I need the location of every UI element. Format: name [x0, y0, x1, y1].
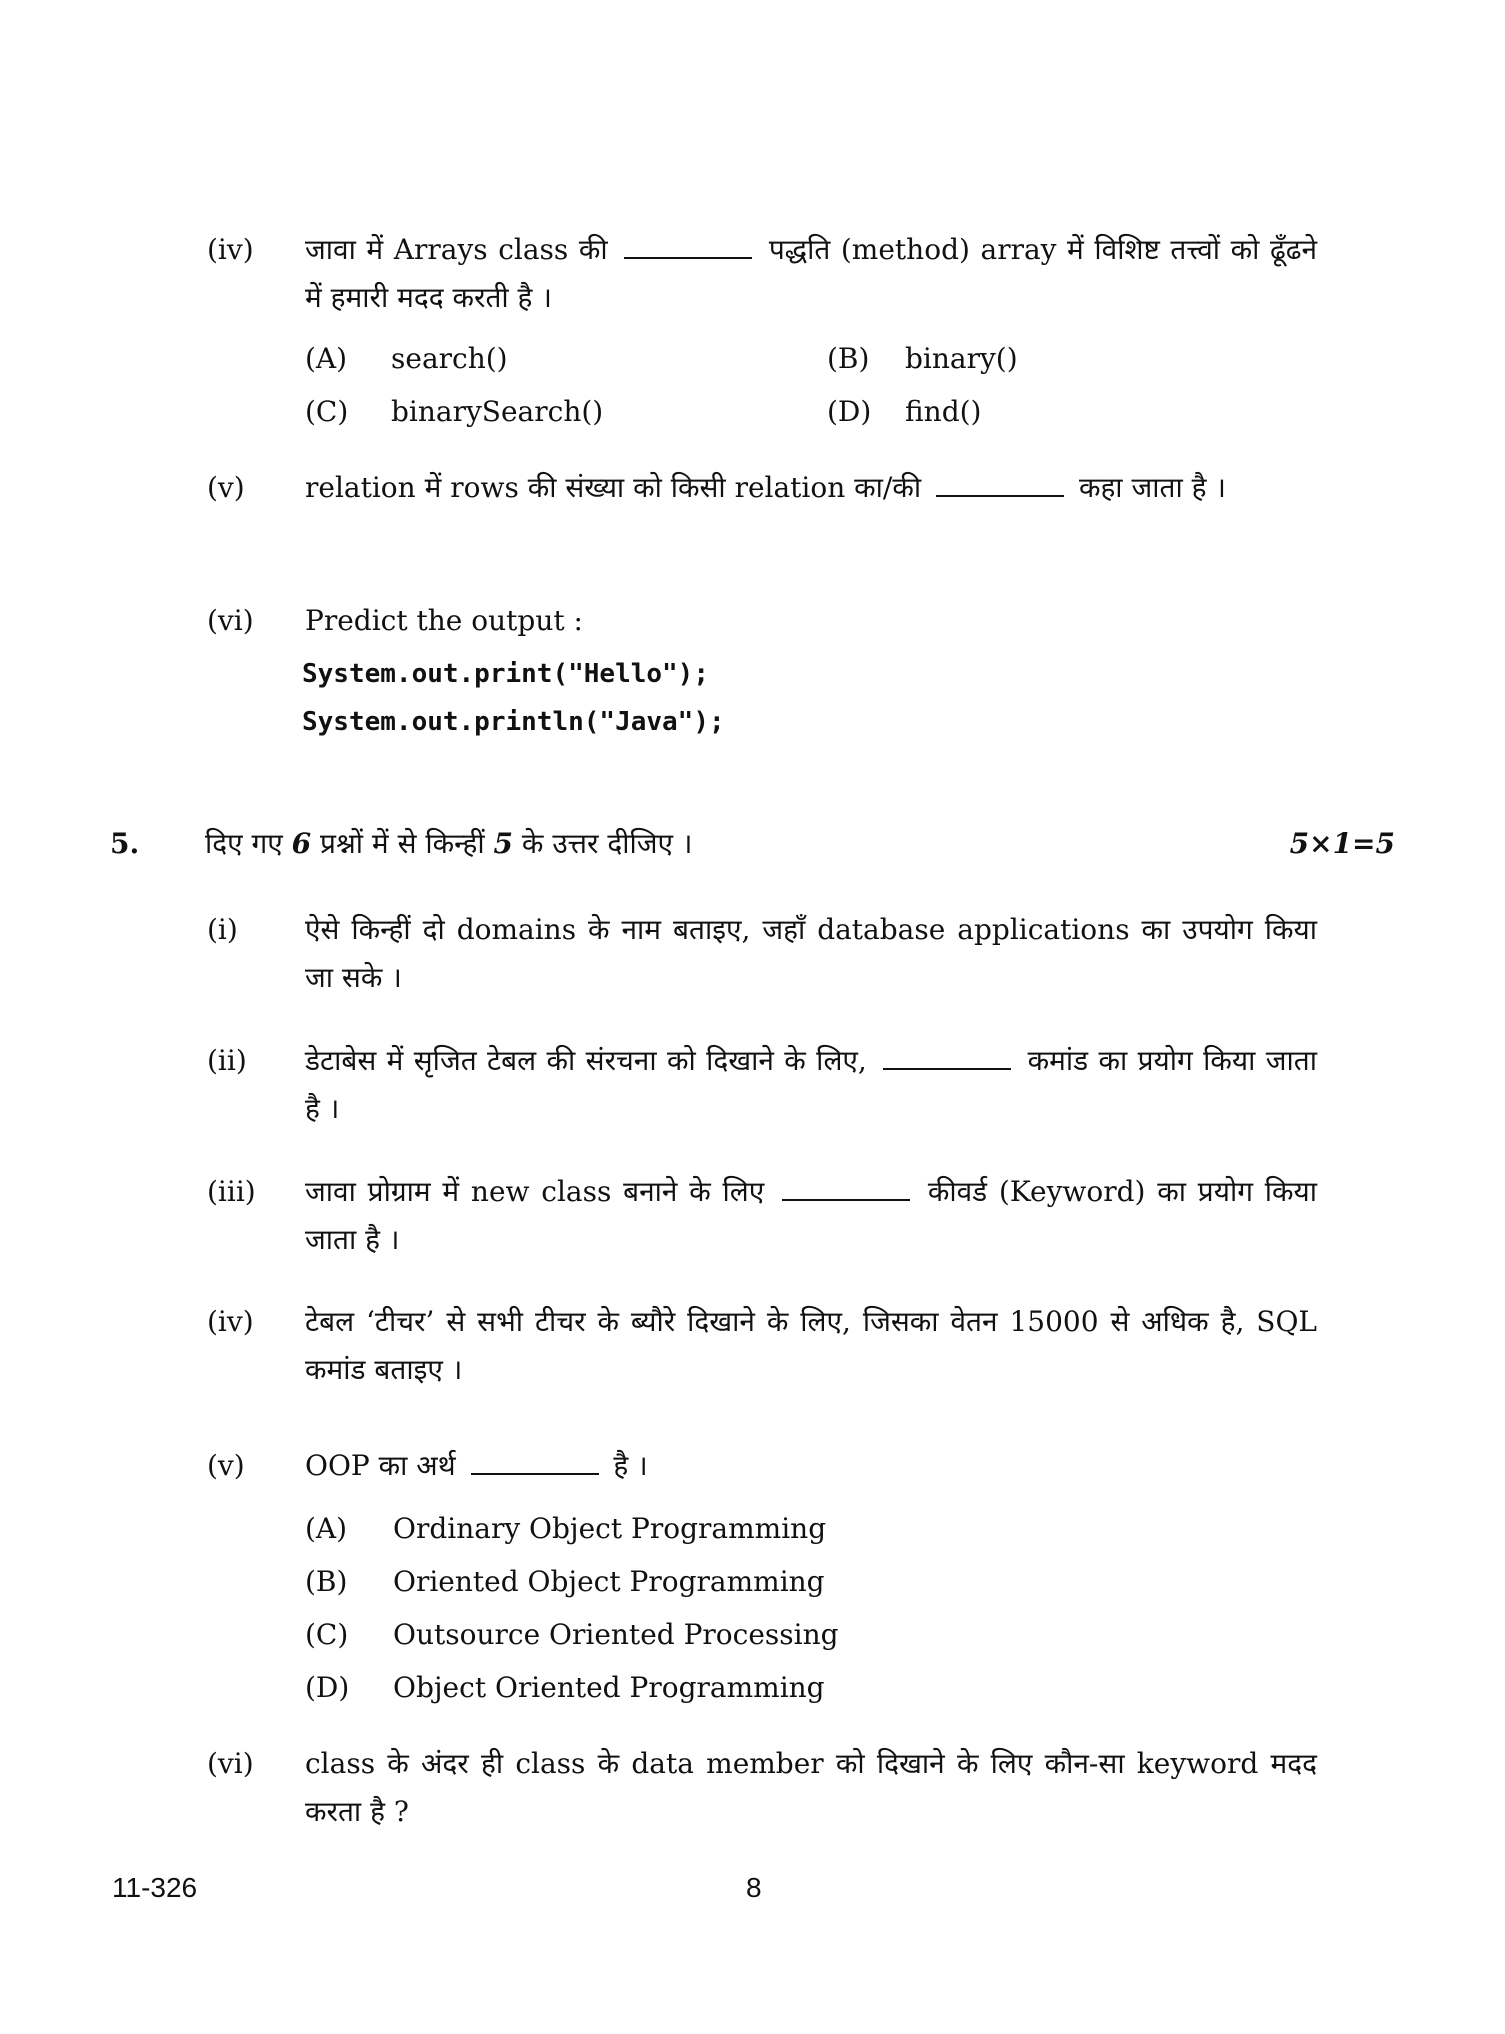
section-instruction: दिए गए 6 प्रश्नों में से किन्हीं 5 के उत्तर दीजिए ।: [205, 827, 693, 860]
question-text: टेबल ‘टीचर’ से सभी टीचर के ब्यौरे दिखाने के लिए, जिसका वेतन 15000 से अधिक है, SQL कमांड बताइए ।: [305, 1305, 1317, 1386]
question-text: ऐसे किन्हीं दो domains के नाम बताइए, जहाँ database applications का उपयोग किया जा सके ।: [305, 913, 1317, 994]
question-text: डेटाबेस में सृजित टेबल की संरचना को दिखाने के लिए, कमांड का प्रयोग किया जाता है ।: [305, 1044, 1318, 1125]
options-4-iv: [305, 332, 1205, 438]
marks-allocation: 5×1=5: [1289, 827, 1395, 860]
question-text: Predict the output :: [305, 604, 583, 637]
code-line-2: System.out.println("Java");: [302, 707, 725, 737]
question-text: OOP का अर्थ है ।: [305, 1449, 648, 1482]
section-5-header: [110, 820, 1395, 868]
answer-blank: [624, 233, 752, 259]
question-5-i: [207, 906, 1317, 1002]
code-line-1: System.out.print("Hello");: [302, 659, 709, 689]
question-4-iv: [207, 226, 1317, 322]
option-a: (A) search(): [305, 342, 508, 375]
question-text: जावा में Arrays class की पद्धति (method) array में विशिष्ट तत्त्वों को ढूँढने में हमारी मदद करती है ।: [305, 233, 1318, 314]
answer-blank: [782, 1175, 910, 1201]
option-d: (D) find(): [827, 395, 982, 428]
answer-blank: [471, 1449, 599, 1475]
question-number: (i): [207, 913, 238, 946]
question-text: relation में rows की संख्या को किसी relation का/की कहा जाता है ।: [305, 471, 1226, 504]
option-d: (D) Object Oriented Programming: [305, 1671, 825, 1704]
question-number: (v): [207, 471, 245, 504]
question-text: class के अंदर ही class के data member को दिखाने के लिए कौन-सा keyword मदद करता है ?: [305, 1747, 1317, 1828]
question-4-vi: [207, 597, 1317, 645]
option-a: (A) Ordinary Object Programming: [305, 1512, 827, 1545]
option-b: (B) Oriented Object Programming: [305, 1565, 825, 1598]
page-number: 8: [746, 1872, 762, 1903]
question-number: (iv): [207, 1305, 254, 1338]
question-5-vi: [207, 1740, 1317, 1836]
question-number: (iii): [207, 1175, 256, 1208]
answer-blank: [883, 1044, 1011, 1070]
options-5-v: [305, 1502, 839, 1714]
question-text: जावा प्रोग्राम में new class बनाने के लिए कीवर्ड (Keyword) का प्रयोग किया जाता है ।: [305, 1175, 1317, 1256]
options-row: [305, 332, 1205, 385]
question-number: (iv): [207, 233, 254, 266]
question-number: (vi): [207, 604, 254, 637]
question-5-iii: [207, 1168, 1317, 1264]
paper-code: 11-326: [112, 1872, 198, 1903]
options-row: [305, 385, 1205, 438]
question-4-v: [207, 464, 1317, 512]
question-number: (ii): [207, 1044, 247, 1077]
option-b: (B) binary(): [827, 342, 1018, 375]
option-c: (C) binarySearch(): [305, 395, 604, 428]
question-number: (v): [207, 1449, 245, 1482]
question-5-iv: [207, 1298, 1317, 1394]
question-5-ii: [207, 1037, 1317, 1133]
question-5-v: [207, 1442, 1317, 1490]
option-c: (C) Outsource Oriented Processing: [305, 1618, 839, 1651]
section-number: 5.: [110, 827, 140, 860]
answer-blank: [936, 471, 1064, 497]
question-number: (vi): [207, 1747, 254, 1780]
